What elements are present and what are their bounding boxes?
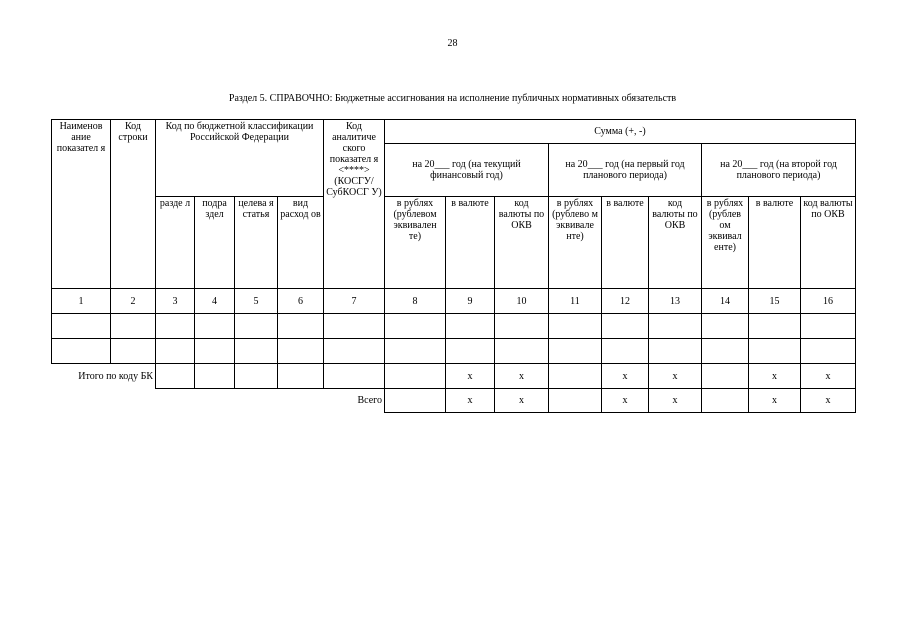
x-mark: x (495, 364, 549, 389)
header-subsection: подра здел (195, 197, 235, 289)
table-cell[interactable] (446, 339, 495, 364)
table-cell[interactable] (702, 364, 749, 389)
header-row-1 (52, 120, 856, 144)
table-cell[interactable] (195, 314, 235, 339)
total-by-bk-label: Итого по коду БК (78, 370, 153, 382)
header-okv-second: код валюты по ОКВ (801, 197, 856, 289)
column-number: 11 (549, 289, 602, 314)
header-period-first: на 20___ год (на первый год планового периода) (549, 144, 702, 197)
page-number: 28 (447, 38, 458, 49)
header-row-code: Код строки (111, 120, 156, 289)
column-number: 10 (495, 289, 549, 314)
grand-total-row (52, 389, 856, 413)
table-row (52, 339, 856, 364)
header-rub-current: в рублях (рублевом эквивален те) (385, 197, 446, 289)
header-amount: Сумма (+, -) (385, 120, 856, 144)
obligations-table (51, 119, 856, 413)
table-cell[interactable] (702, 389, 749, 413)
x-mark: x (602, 389, 649, 413)
x-mark: x (649, 389, 702, 413)
x-mark: x (602, 364, 649, 389)
column-number: 8 (385, 289, 446, 314)
column-number: 1 (52, 289, 111, 314)
table-cell[interactable] (702, 339, 749, 364)
header-okv-first: код валюты по ОКВ (649, 197, 702, 289)
column-number: 7 (324, 289, 385, 314)
table-cell[interactable] (278, 364, 324, 389)
section-title: Раздел 5. СПРАВОЧНО: Бюджетные ассигнования на исполнение публичных нормативных обязательств (228, 93, 677, 104)
x-mark: x (649, 364, 702, 389)
header-period-second: на 20___ год (на второй год планового периода) (702, 144, 856, 197)
table-cell[interactable] (156, 364, 195, 389)
column-number: 9 (446, 289, 495, 314)
header-indicator-name: Наименов ание показател я (52, 120, 111, 289)
table-cell[interactable] (749, 339, 801, 364)
table-cell[interactable] (385, 364, 446, 389)
table-cell[interactable] (495, 339, 549, 364)
table-cell[interactable] (649, 339, 702, 364)
table-cell[interactable] (52, 339, 111, 364)
table-cell[interactable] (385, 314, 446, 339)
x-mark: x (801, 364, 856, 389)
table-cell[interactable] (195, 364, 235, 389)
column-number: 12 (602, 289, 649, 314)
header-currency-current: в валюте (446, 197, 495, 289)
table-cell[interactable] (385, 389, 446, 413)
table-cell[interactable] (801, 339, 856, 364)
column-number: 2 (111, 289, 156, 314)
header-rub-second: в рублях (рублев ом эквивал енте) (702, 197, 749, 289)
grand-total-label: Всего (357, 395, 382, 407)
table-cell[interactable] (235, 364, 278, 389)
header-row-3 (52, 197, 856, 289)
table-cell[interactable] (549, 314, 602, 339)
column-number: 5 (235, 289, 278, 314)
x-mark: x (446, 364, 495, 389)
table-cell[interactable] (801, 314, 856, 339)
table-cell[interactable] (385, 339, 446, 364)
table-row (52, 314, 856, 339)
header-period-current: на 20___ год (на текущий финансовый год) (385, 144, 549, 197)
x-mark: x (749, 364, 801, 389)
table-cell[interactable] (324, 314, 385, 339)
x-mark: x (749, 389, 801, 413)
table-cell[interactable] (156, 314, 195, 339)
table-cell[interactable] (278, 314, 324, 339)
table-cell[interactable] (156, 339, 195, 364)
table-cell[interactable] (549, 339, 602, 364)
column-number: 13 (649, 289, 702, 314)
header-rub-first: в рублях (рублево м эквивале нте) (549, 197, 602, 289)
table-cell[interactable] (602, 314, 649, 339)
table-cell[interactable] (446, 314, 495, 339)
header-currency-second: в валюте (749, 197, 801, 289)
column-number: 3 (156, 289, 195, 314)
header-currency-first: в валюте (602, 197, 649, 289)
total-by-bk-row (52, 364, 856, 389)
table-cell[interactable] (195, 339, 235, 364)
table-cell[interactable] (324, 339, 385, 364)
table-cell[interactable] (278, 339, 324, 364)
header-expense-type: вид расход ов (278, 197, 324, 289)
header-target-article: целева я статья (235, 197, 278, 289)
table-cell[interactable] (235, 314, 278, 339)
table-cell[interactable] (111, 339, 156, 364)
x-mark: x (495, 389, 549, 413)
table-cell[interactable] (111, 314, 156, 339)
column-number: 14 (702, 289, 749, 314)
table-cell[interactable] (749, 314, 801, 339)
header-section: разде л (156, 197, 195, 289)
column-number: 16 (801, 289, 856, 314)
x-mark: x (801, 389, 856, 413)
table-cell[interactable] (602, 339, 649, 364)
table-cell[interactable] (495, 314, 549, 339)
column-number: 6 (278, 289, 324, 314)
table-cell[interactable] (649, 314, 702, 339)
table-cell[interactable] (702, 314, 749, 339)
x-mark: x (446, 389, 495, 413)
header-okv-current: код валюты по ОКВ (495, 197, 549, 289)
column-number-row (52, 289, 856, 314)
table-cell[interactable] (549, 364, 602, 389)
table-cell[interactable] (324, 364, 385, 389)
table-cell[interactable] (235, 339, 278, 364)
header-analytic-code: Код аналитиче ского показател я <****> (КОСГУ/ СубКОСГ У) (324, 120, 385, 289)
column-number: 15 (749, 289, 801, 314)
table-cell[interactable] (52, 314, 111, 339)
column-number: 4 (195, 289, 235, 314)
header-bk-code: Код по бюджетной классификации Российской Федерации (156, 120, 324, 197)
table-cell[interactable] (549, 389, 602, 413)
